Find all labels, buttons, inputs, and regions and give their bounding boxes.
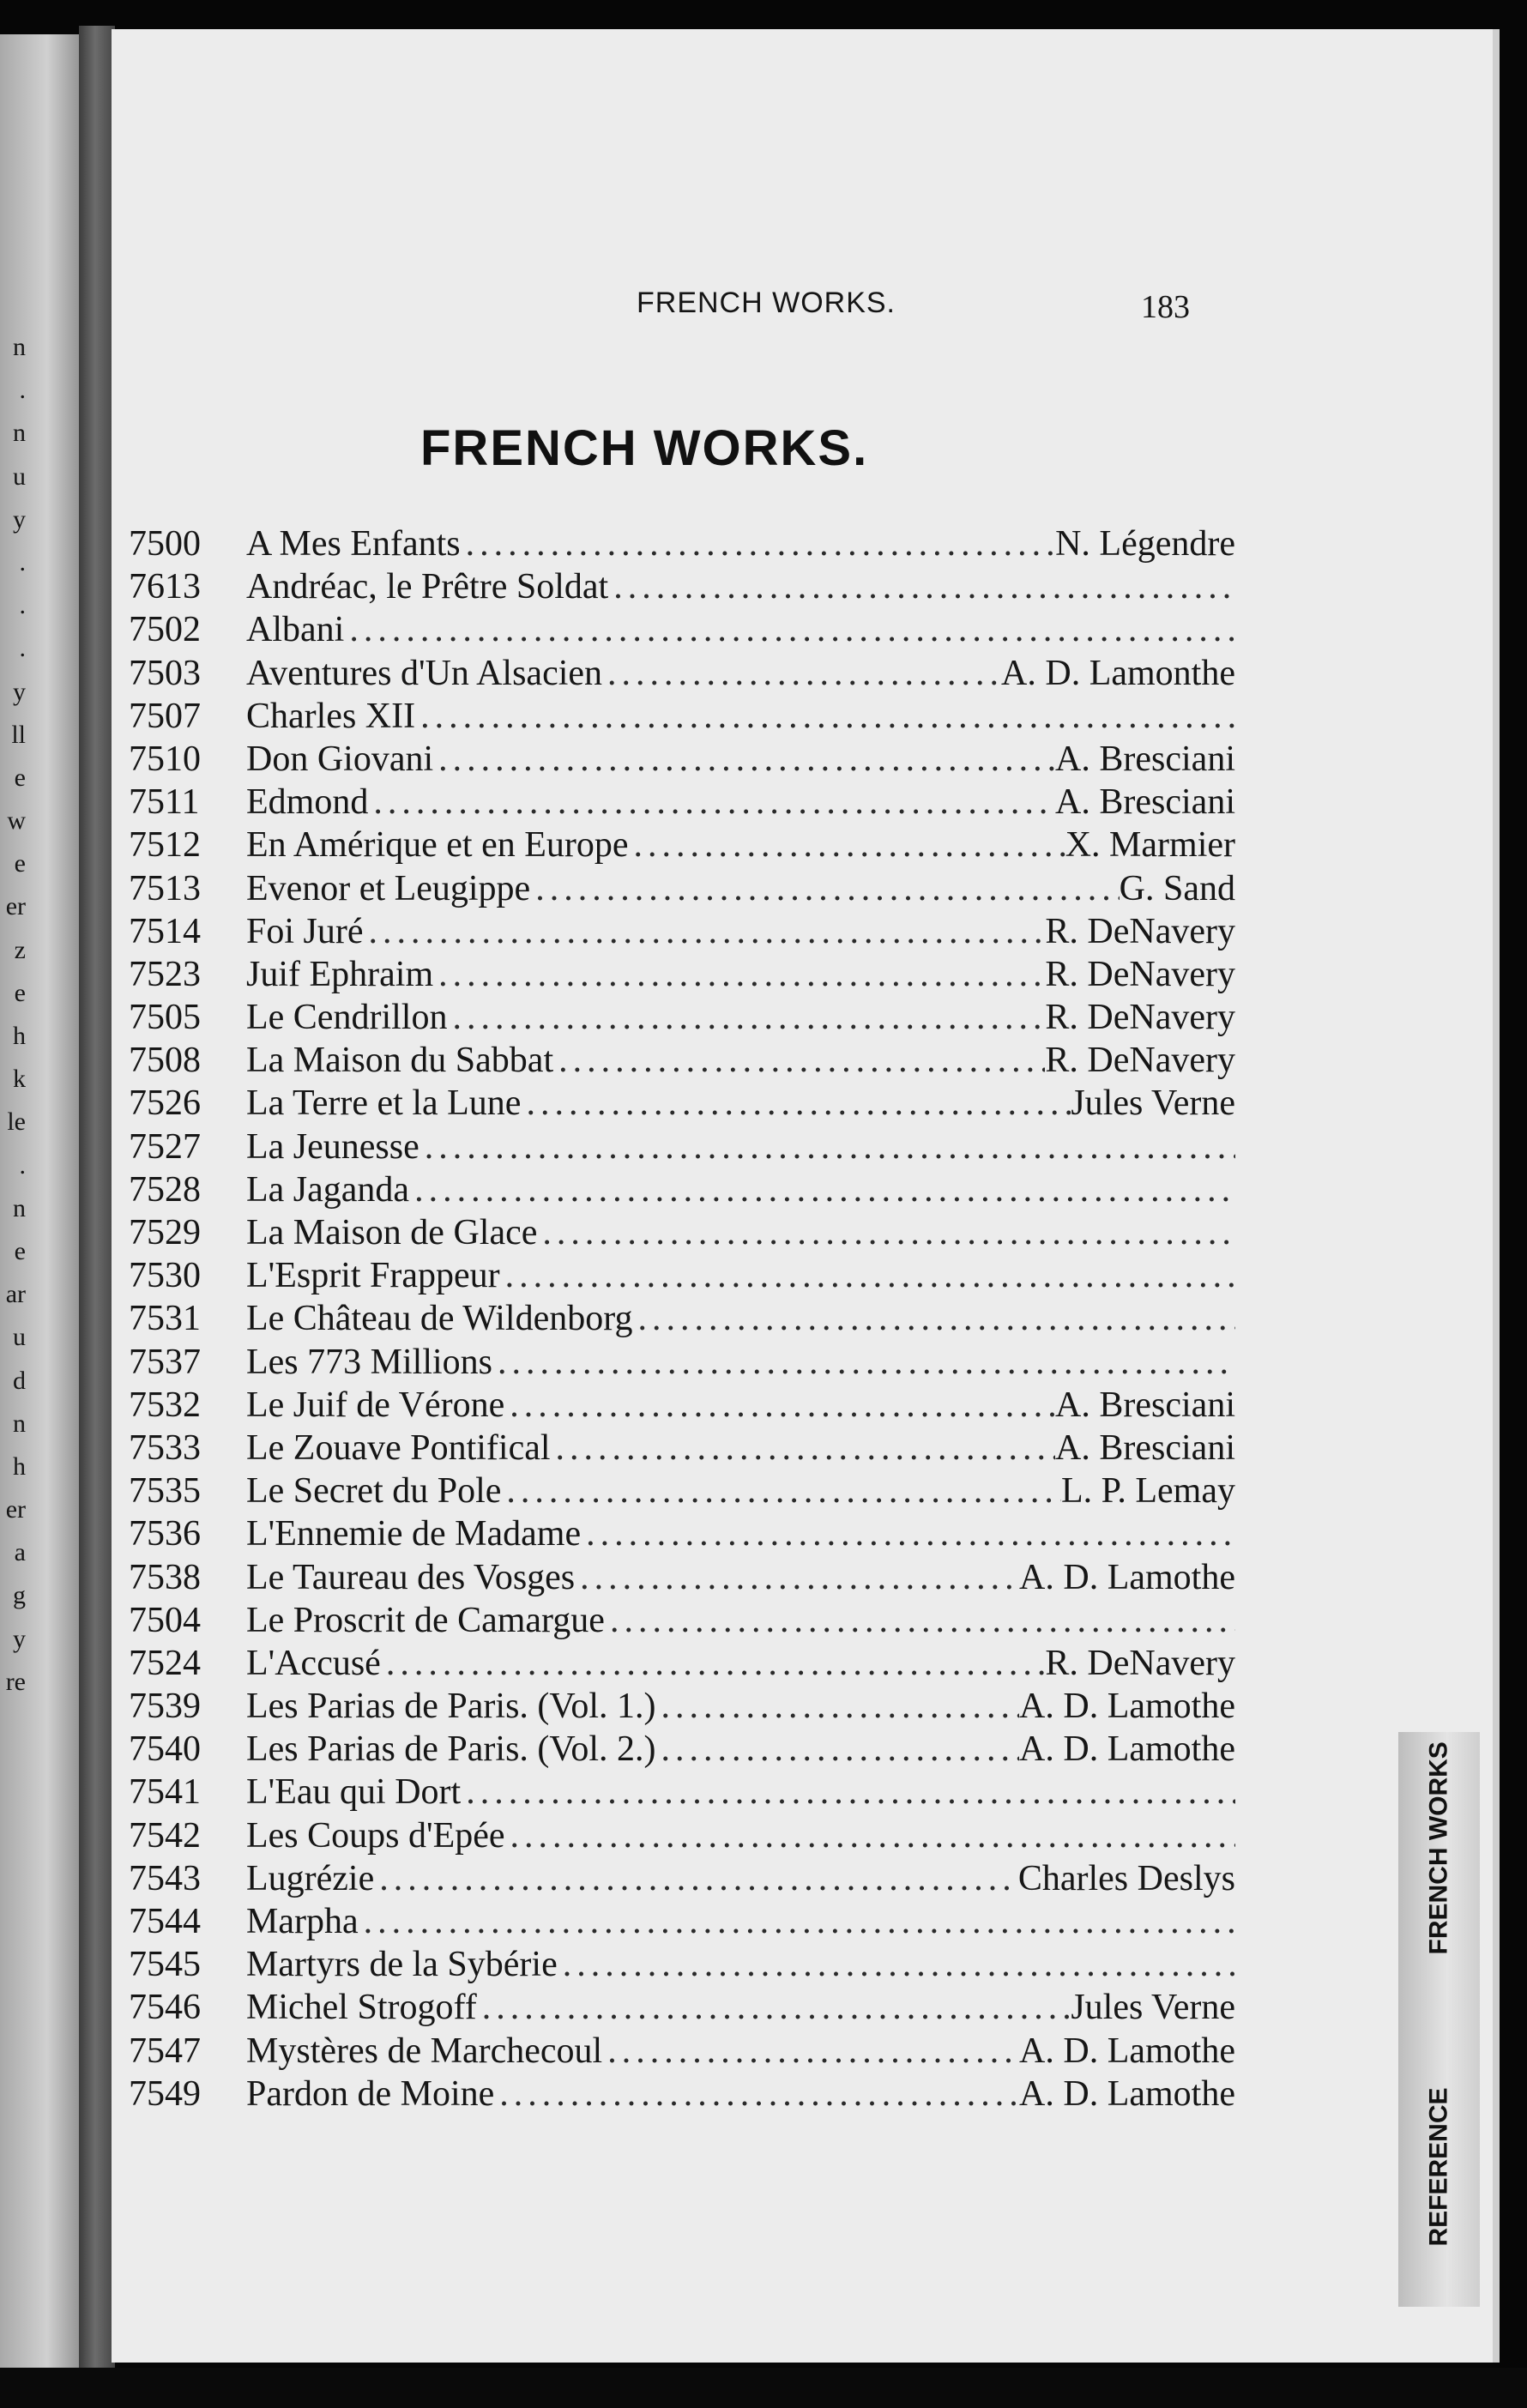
catalog-number: 7533 (129, 1427, 201, 1468)
facing-page-fragment: le (7, 1107, 26, 1137)
dot-leader (505, 1814, 1235, 1857)
book-author: R. DeNavery (1045, 954, 1235, 994)
book-author: A. Bresciani (1055, 782, 1235, 823)
book-title: Marpha (246, 1902, 359, 1941)
facing-page-fragment: u (13, 462, 26, 491)
dot-leader (655, 1685, 1019, 1728)
book-title: Les Coups d'Epée (246, 1815, 505, 1856)
dot-leader (368, 781, 1055, 824)
book-title: Juif Ephraim (246, 954, 434, 994)
catalog-entry (129, 1943, 1235, 1986)
book-title: L'Esprit Frappeur (246, 1256, 500, 1296)
page-title: FRENCH WORKS. (420, 420, 869, 476)
index-tab-reference-label (1425, 2182, 1454, 2247)
facing-page-fragment: y (13, 1624, 26, 1653)
catalog-number: 7507 (129, 696, 201, 736)
dot-leader (558, 1943, 1235, 1986)
book-title: La Maison du Sabbat (246, 1041, 554, 1081)
dot-leader (415, 695, 1235, 738)
catalog-entry (129, 652, 1235, 695)
catalog-entry (129, 1254, 1235, 1297)
catalog-entry (129, 695, 1235, 738)
book-author: Jules Verne (1071, 1988, 1235, 2028)
dot-leader (374, 1857, 1018, 1900)
book-author: A. D. Lamothe (1019, 2031, 1235, 2071)
catalog-number: 7543 (129, 1858, 201, 1898)
dot-leader (344, 608, 1235, 651)
book-title: En Amérique et en Europe (246, 825, 629, 866)
catalog-entry (129, 2073, 1235, 2115)
book-author: X. Marmier (1065, 825, 1235, 866)
facing-page-fragment: y (13, 504, 26, 534)
facing-page-fragment: y (13, 677, 26, 706)
catalog-number: 7504 (129, 1600, 201, 1640)
dot-leader (433, 953, 1045, 996)
catalog-entry (129, 1470, 1235, 1512)
catalog-number: 7540 (129, 1729, 201, 1770)
book-gutter (79, 26, 115, 2376)
dot-leader (632, 1297, 1235, 1340)
facing-page-fragment: a (14, 1538, 26, 1567)
facing-page-fragment: k (13, 1065, 26, 1094)
catalog-list (129, 522, 1235, 2115)
book-title: Le Cendrillon (246, 998, 448, 1038)
catalog-number: 7539 (129, 1687, 201, 1727)
book-title: L'Ennemie de Madame (246, 1514, 582, 1554)
book-title: Aventures d'Un Alsacien (246, 653, 603, 693)
book-author: N. Légendre (1055, 524, 1235, 564)
book-author: A. D. Lamothe (1019, 1687, 1235, 1727)
catalog-entry (129, 1341, 1235, 1384)
book-title: Edmond (246, 782, 369, 823)
facing-page-fragment: u (13, 1323, 26, 1352)
catalog-entry (129, 1082, 1235, 1125)
book-title: Le Zouave Pontifical (246, 1427, 551, 1468)
catalog-entry (129, 1211, 1235, 1254)
book-title: La Terre et la Lune (246, 1083, 522, 1124)
facing-page-fragment: e (14, 849, 26, 878)
facing-page-fragment: h (13, 1022, 26, 1050)
dot-leader (461, 1771, 1235, 1814)
catalog-number: 7531 (129, 1299, 201, 1339)
catalog-number: 7528 (129, 1169, 201, 1210)
catalog-entry (129, 1512, 1235, 1555)
dot-leader (364, 910, 1046, 953)
facing-page-fragment: w (7, 806, 26, 836)
book-title: Les Parias de Paris. (Vol. 2.) (246, 1729, 656, 1770)
facing-page-fragment: . (19, 376, 26, 405)
dot-leader (602, 652, 1001, 695)
book-title: Don Giovani (246, 739, 434, 779)
catalog-entry (129, 781, 1235, 824)
facing-page-fragment: n (13, 333, 26, 361)
facing-page-fragment: . (19, 547, 26, 576)
catalog-number: 7542 (129, 1815, 201, 1856)
dot-leader (433, 738, 1055, 781)
dot-leader (494, 2073, 1019, 2115)
book-title: Le Juif de Vérone (246, 1385, 505, 1425)
catalog-entry (129, 1771, 1235, 1814)
dot-leader (409, 1168, 1235, 1211)
running-header: FRENCH WORKS. (637, 287, 896, 319)
facing-page-fragment: d (13, 1366, 26, 1395)
dot-leader (530, 867, 1119, 910)
book-author: R. DeNavery (1045, 911, 1235, 951)
book-title: Le Château de Wildenborg (246, 1299, 633, 1339)
catalog-entry (129, 824, 1235, 866)
book-author: A. Bresciani (1055, 1385, 1235, 1425)
facing-page-fragment: . (19, 591, 26, 620)
facing-page-fragment: n (13, 1409, 26, 1438)
catalog-entry (129, 1685, 1235, 1728)
catalog-number: 7536 (129, 1514, 201, 1554)
catalog-entry (129, 1728, 1235, 1771)
facing-page-fragment: er (5, 1495, 26, 1524)
dot-leader (500, 1254, 1235, 1297)
catalog-number: 7511 (129, 782, 200, 823)
scan-border (0, 2368, 1527, 2408)
book-title: Mystères de Marchecoul (246, 2031, 603, 2071)
catalog-entry (129, 1814, 1235, 1857)
dot-leader (359, 1900, 1235, 1943)
catalog-entry (129, 608, 1235, 651)
dot-leader (553, 1039, 1045, 1082)
book-author: A. Bresciani (1055, 1427, 1235, 1468)
catalog-number: 7544 (129, 1902, 201, 1941)
catalog-number: 7513 (129, 868, 201, 908)
catalog-number: 7512 (129, 825, 201, 866)
catalog-number: 7510 (129, 739, 201, 779)
catalog-number: 7514 (129, 911, 201, 951)
catalog-entry (129, 953, 1235, 996)
catalog-entry (129, 1126, 1235, 1168)
book-title: La Jeunesse (246, 1126, 419, 1167)
book-title: Albani (246, 610, 345, 650)
catalog-entry (129, 1039, 1235, 1082)
book-title: Charles XII (246, 696, 416, 736)
facing-page-fragment: er (5, 892, 26, 921)
book-title: Pardon de Moine (246, 2073, 495, 2114)
dot-leader (461, 522, 1055, 565)
catalog-entry (129, 1427, 1235, 1470)
facing-page-fragment: e (14, 978, 26, 1007)
catalog-entry (129, 1168, 1235, 1211)
dot-leader (602, 2030, 1019, 2073)
catalog-number: 7526 (129, 1083, 201, 1124)
catalog-number: 7546 (129, 1988, 201, 2028)
facing-page-fragment: ll (11, 720, 26, 749)
catalog-entry (129, 1297, 1235, 1340)
book-author: R. DeNavery (1045, 998, 1235, 1038)
book-title: L'Accusé (246, 1643, 381, 1683)
book-author: A. D. Lamothe (1019, 1729, 1235, 1770)
dot-leader (381, 1642, 1046, 1685)
book-author: R. DeNavery (1045, 1041, 1235, 1081)
book-author: L. P. Lemay (1061, 1471, 1235, 1512)
dot-leader (655, 1728, 1019, 1771)
book-author: A. Bresciani (1055, 739, 1235, 779)
dot-leader (581, 1512, 1235, 1555)
catalog-number: 7549 (129, 2073, 201, 2114)
catalog-entry (129, 996, 1235, 1039)
book-title: Le Secret du Pole (246, 1471, 502, 1512)
page-number: 183 (1141, 289, 1190, 325)
facing-page-fragment: re (5, 1667, 26, 1696)
dot-leader (419, 1126, 1235, 1168)
catalog-number: 7535 (129, 1471, 201, 1512)
catalog-entry (129, 1599, 1235, 1642)
dot-leader (447, 996, 1045, 1039)
book-title: Evenor et Leugippe (246, 868, 531, 908)
catalog-number: 7541 (129, 1772, 201, 1813)
dot-leader (629, 824, 1065, 866)
catalog-entry (129, 910, 1235, 953)
catalog-entry (129, 738, 1235, 781)
catalog-entry (129, 1900, 1235, 1943)
catalog-number: 7508 (129, 1041, 201, 1081)
book-title: Le Proscrit de Camargue (246, 1600, 605, 1640)
catalog-number: 7532 (129, 1385, 201, 1425)
book-title: Le Taureau des Vosges (246, 1557, 576, 1597)
dot-leader (608, 565, 1235, 608)
catalog-number: 7547 (129, 2031, 201, 2071)
catalog-number: 7502 (129, 610, 201, 650)
catalog-entry (129, 522, 1235, 565)
book-title: Martyrs de la Sybérie (246, 1945, 558, 1985)
facing-page-fragment: e (14, 763, 26, 792)
book-title: L'Eau qui Dort (246, 1772, 462, 1813)
book-title: Lugrézie (246, 1858, 375, 1898)
book-author: Jules Verne (1071, 1083, 1235, 1124)
book-title: Les Parias de Paris. (Vol. 1.) (246, 1687, 656, 1727)
facing-page-fragment: n (13, 419, 26, 448)
catalog-number: 7500 (129, 524, 201, 564)
facing-page-fragment: . (19, 1150, 26, 1180)
catalog-number: 7524 (129, 1643, 201, 1683)
catalog-number: 7503 (129, 653, 201, 693)
book-author: A. D. Lamothe (1019, 1557, 1235, 1597)
facing-page-fragment: . (19, 634, 26, 663)
facing-page-fragment: n (13, 1193, 26, 1222)
catalog-entry (129, 1556, 1235, 1599)
dot-leader (551, 1427, 1056, 1470)
facing-page-fragment: ar (5, 1280, 26, 1309)
book-title: Andréac, le Prêtre Soldat (246, 567, 609, 607)
dot-leader (575, 1556, 1019, 1599)
dot-leader (537, 1211, 1235, 1254)
catalog-entry (129, 1384, 1235, 1427)
dot-leader (605, 1599, 1235, 1642)
book-author: Charles Deslys (1017, 1858, 1235, 1898)
dot-leader (477, 1986, 1071, 2029)
dot-leader (492, 1341, 1235, 1384)
catalog-number: 7529 (129, 1213, 201, 1252)
book-author: A. D. Lamonthe (1001, 653, 1235, 693)
catalog-number: 7613 (129, 567, 201, 607)
catalog-entry (129, 867, 1235, 910)
catalog-number: 7527 (129, 1126, 201, 1167)
catalog-number: 7505 (129, 998, 201, 1038)
dot-leader (501, 1470, 1061, 1512)
catalog-number: 7537 (129, 1342, 201, 1382)
catalog-number: 7545 (129, 1945, 201, 1985)
catalog-number: 7523 (129, 954, 201, 994)
catalog-entry (129, 1642, 1235, 1685)
dot-leader (521, 1082, 1071, 1125)
catalog-number: 7538 (129, 1557, 201, 1597)
index-tab-label (1425, 1891, 1454, 1955)
book-title: La Jaganda (246, 1169, 410, 1210)
catalog-entry (129, 2030, 1235, 2073)
book-title: Les 773 Millions (246, 1342, 493, 1382)
book-title: A Mes Enfants (246, 524, 461, 564)
facing-page-fragment: e (14, 1236, 26, 1265)
dot-leader (504, 1384, 1055, 1427)
catalog-number: 7530 (129, 1256, 201, 1296)
book-title: La Maison de Glace (246, 1213, 538, 1252)
book-title: Foi Juré (246, 911, 364, 951)
catalog-entry (129, 1986, 1235, 2029)
book-author: G. Sand (1119, 868, 1235, 908)
facing-page-text-fragments (0, 326, 26, 1704)
facing-page-fragment: h (13, 1451, 26, 1481)
book-author: A. D. Lamothe (1019, 2073, 1235, 2114)
book-page (112, 29, 1500, 2363)
facing-page-fragment: z (14, 935, 26, 964)
facing-page-fragment: g (13, 1581, 26, 1610)
book-author: R. DeNavery (1045, 1643, 1235, 1683)
catalog-entry (129, 1857, 1235, 1900)
book-title: Michel Strogoff (246, 1988, 477, 2028)
catalog-entry (129, 565, 1235, 608)
